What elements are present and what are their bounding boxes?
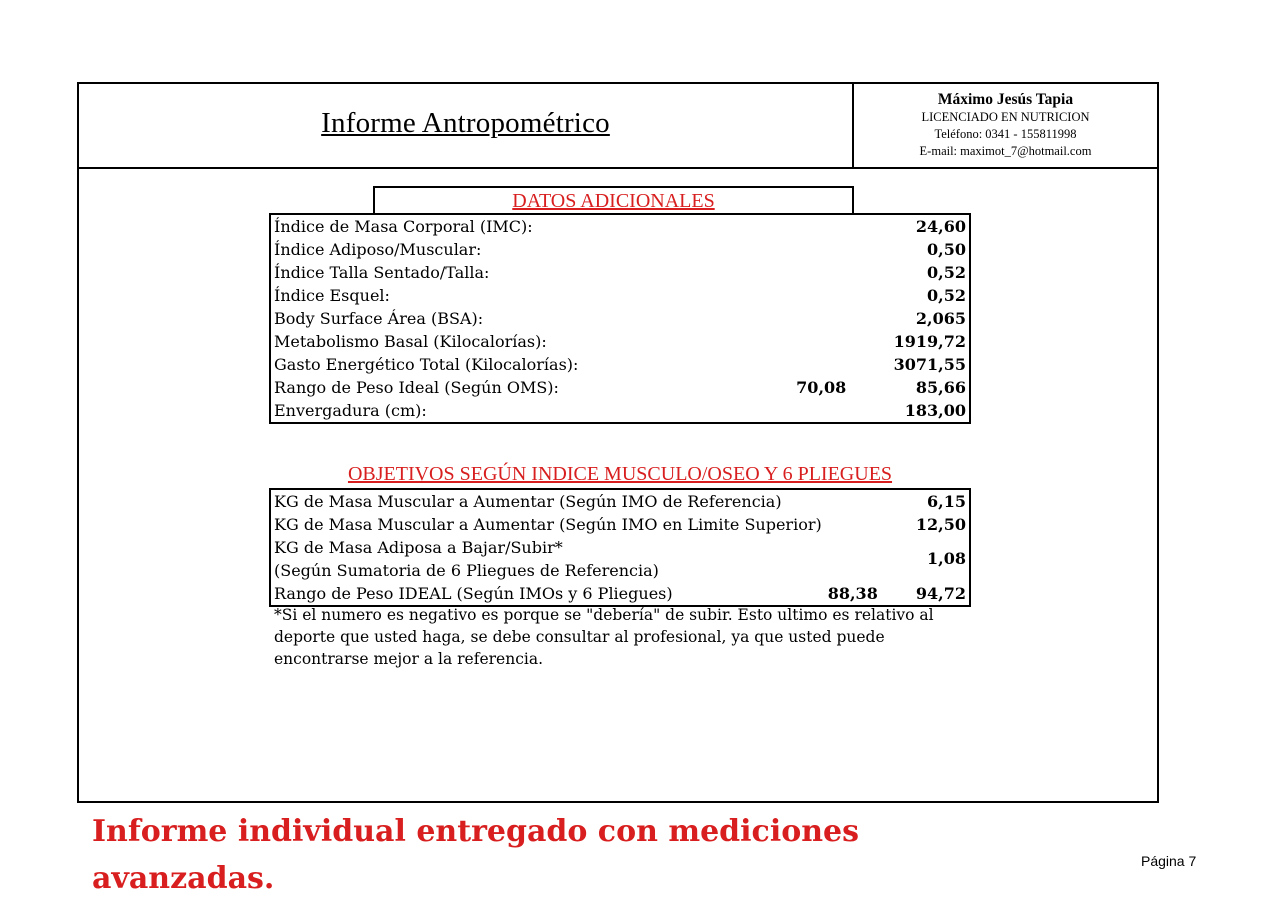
professional-degree: LICENCIADO EN NUTRICION (921, 110, 1090, 124)
row-label: Envergadura (cm): (274, 400, 427, 420)
table-row (270, 238, 970, 261)
row-value: 0,52 (927, 262, 966, 282)
row-mid-value (743, 307, 850, 330)
report-title: Informe Antropométrico (321, 107, 610, 139)
row-mid-value (825, 536, 881, 582)
row-mid-value (743, 238, 850, 261)
table-row (270, 307, 970, 330)
row-value: 0,52 (927, 285, 966, 305)
row-label: KG de Masa Adiposa a Bajar/Subir* (274, 537, 563, 557)
professional-email: E-mail: maximot_7@hotmail.com (919, 144, 1092, 158)
row-label: Índice Esquel: (274, 285, 390, 305)
row-mid-value (825, 489, 881, 513)
row-mid-value (743, 284, 850, 307)
objetivos-title: OBJETIVOS SEGÚN INDICE MUSCULO/OSEO Y 6 PLIEGUES (347, 463, 893, 485)
footnote: *Si el numero es negativo es porque se "debería" de subir. Esto ultimo es relativo al deporte que usted haga, se debe consultar al profesional, ya que usted puede encontrarse mejor a la referencia. (274, 606, 934, 668)
row-label: Índice Talla Sentado/Talla: (274, 262, 490, 282)
datos-adicionales-header (373, 186, 854, 215)
datos-adicionales-table (269, 213, 971, 424)
row-label: Índice de Masa Corporal (IMC): (274, 216, 533, 236)
professional-name: Máximo Jesús Tapia (937, 91, 1074, 108)
header-divider (79, 167, 1157, 169)
objetivos-table (269, 488, 971, 607)
row-value: 183,00 (904, 400, 966, 420)
table-row (270, 489, 970, 513)
table-row (270, 214, 970, 238)
row-value: 94,72 (915, 583, 966, 603)
table-row (270, 513, 970, 536)
row-mid-value: 88,38 (827, 583, 878, 603)
row-label: Rango de Peso IDEAL (Según IMOs y 6 Pliegues) (274, 583, 673, 603)
row-label: Gasto Energético Total (Kilocalorías): (274, 354, 579, 374)
page-number: Página 7 (1141, 853, 1197, 869)
row-label-continued: (Según Sumatoria de 6 Pliegues de Referencia) (274, 560, 659, 580)
table-row (270, 330, 970, 353)
row-mid-value (743, 261, 850, 284)
row-mid-value (825, 513, 881, 536)
row-value: 85,66 (915, 377, 966, 397)
table-row (270, 376, 970, 399)
row-label: Índice Adiposo/Muscular: (274, 239, 482, 259)
row-value: 1,08 (927, 549, 966, 568)
table-row (270, 399, 970, 423)
caption: Informe individual entregado con mediciones avanzadas. (92, 814, 860, 896)
row-value: 0,50 (927, 239, 966, 259)
row-mid-value: 70,08 (796, 377, 847, 397)
row-label: KG de Masa Muscular a Aumentar (Según IMO de Referencia) (274, 491, 782, 511)
professional-info (854, 90, 1157, 160)
row-value: 1919,72 (893, 331, 966, 351)
row-value: 6,15 (927, 491, 966, 511)
row-label: KG de Masa Muscular a Aumentar (Según IMO en Limite Superior) (274, 514, 822, 534)
professional-phone: Teléfono: 0341 - 155811998 (934, 127, 1077, 141)
row-label: Rango de Peso Ideal (Según OMS): (274, 377, 559, 397)
row-label: Metabolismo Basal (Kilocalorías): (274, 331, 547, 351)
report-frame (77, 82, 1159, 803)
row-value: 3071,55 (893, 354, 966, 374)
row-mid-value (743, 330, 850, 353)
table-row (270, 536, 970, 559)
row-label: Body Surface Área (BSA): (274, 308, 484, 328)
table-row (270, 353, 970, 376)
table-row (270, 284, 970, 307)
row-value: 24,60 (915, 216, 966, 236)
row-mid-value (743, 353, 850, 376)
row-mid-value (743, 214, 850, 238)
table-row (270, 582, 970, 606)
table-row (270, 261, 970, 284)
row-value: 12,50 (915, 514, 966, 534)
row-value: 2,065 (915, 308, 966, 328)
row-mid-value (743, 399, 850, 423)
datos-adicionales-title: DATOS ADICIONALES (512, 190, 715, 212)
